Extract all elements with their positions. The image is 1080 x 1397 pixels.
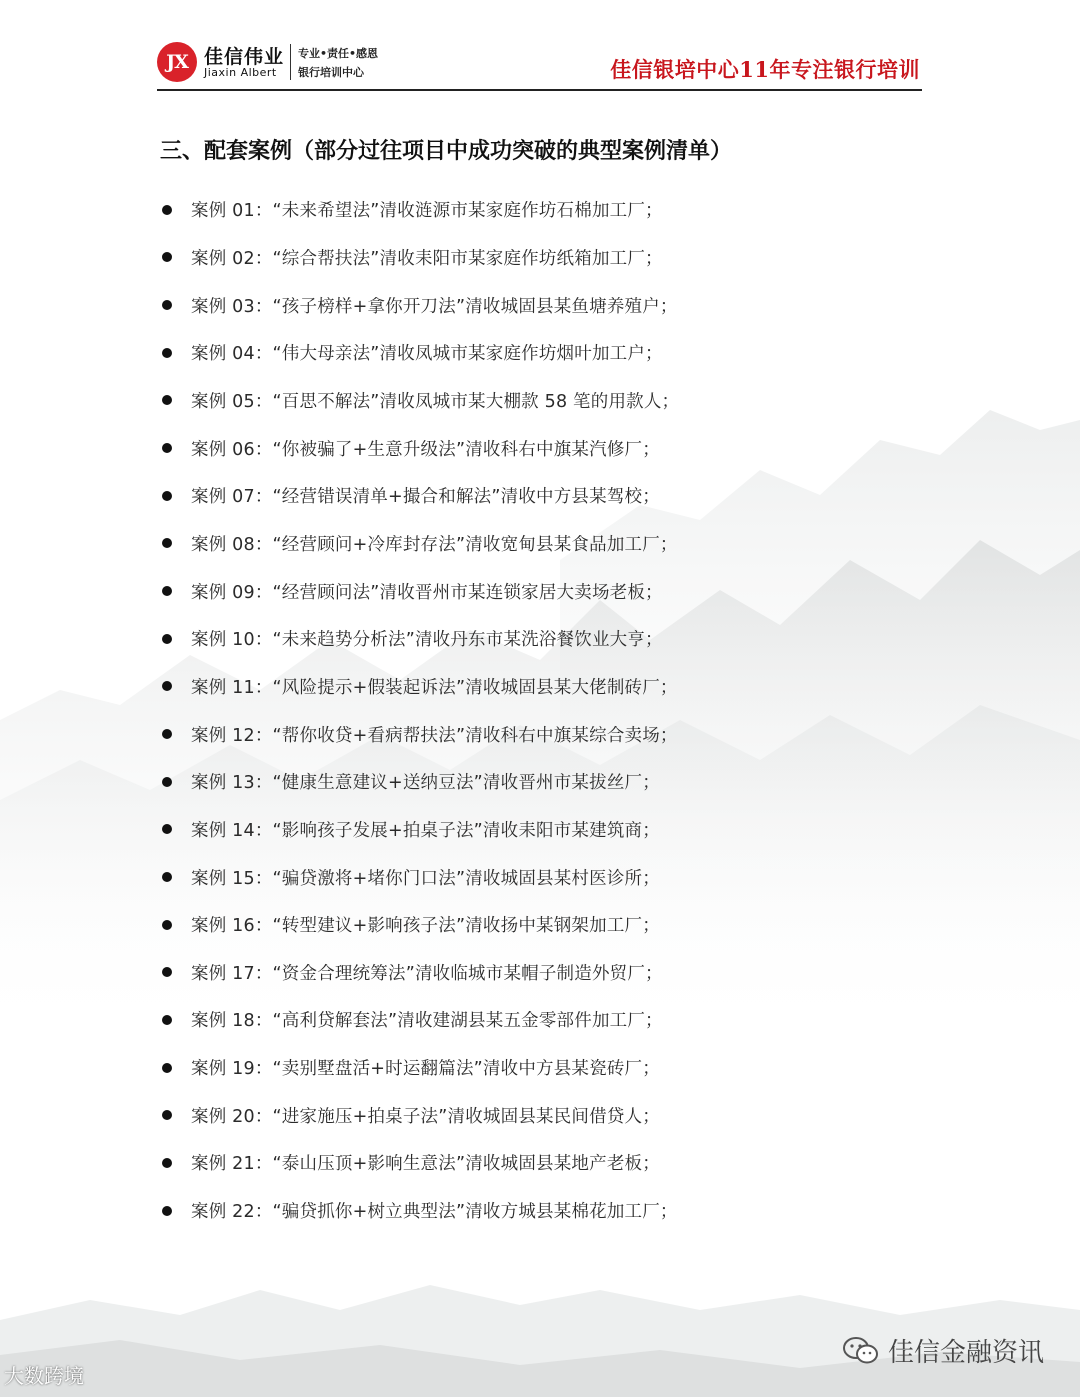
case-text: 案例 19：“卖别墅盘活+时运翻篇法”清收中方县某瓷砖厂； <box>191 1059 660 1080</box>
header-divider-line <box>157 89 922 91</box>
bullet-icon <box>162 1015 172 1025</box>
bullet-icon <box>162 395 172 405</box>
header-tagline: 佳信银培中心11年专注银行培训 <box>610 57 920 82</box>
bullet-icon <box>162 586 172 596</box>
case-list-item <box>160 377 679 425</box>
case-list-item <box>160 520 679 568</box>
case-text: 案例 21：“泰山压顶+影响生意法”清收城固县某地产老板； <box>191 1154 660 1175</box>
case-list-item <box>160 329 679 377</box>
watermark-right-text: 佳信金融资讯 <box>887 1338 1044 1368</box>
case-list-item <box>160 472 679 520</box>
watermark-left-text: 大数跨境 <box>4 1364 84 1388</box>
bullet-icon <box>162 634 172 644</box>
bullet-icon <box>162 252 172 262</box>
brand-name-cn: 佳信伟业 <box>204 46 285 68</box>
case-text: 案例 06：“你被骗了+生意升级法”清收科右中旗某汽修厂； <box>191 439 660 460</box>
bullet-icon <box>162 1158 172 1168</box>
watermark-left <box>4 1360 84 1389</box>
bullet-icon <box>162 1063 172 1073</box>
page-header <box>0 0 1080 100</box>
case-list-item <box>160 281 679 329</box>
section-title: 三、配套案例（部分过往项目中成功突破的典型案例清单） <box>160 139 733 164</box>
case-text: 案例 03：“孩子榜样+拿你开刀法”清收城固县某鱼塘养殖户； <box>191 296 678 317</box>
bullet-icon <box>162 348 172 358</box>
case-text: 案例 01：“未来希望法”清收涟源市某家庭作坊石棉加工厂； <box>191 201 663 222</box>
case-text: 案例 14：“影响孩子发展+拍桌子法”清收耒阳市某建筑商； <box>191 820 660 841</box>
case-list-item <box>160 710 679 758</box>
case-text: 案例 09：“经营顾问法”清收晋州市某连锁家居大卖场老板； <box>191 582 663 603</box>
case-list-item <box>160 186 679 234</box>
case-list-item <box>160 853 679 901</box>
case-list-item <box>160 1139 679 1187</box>
case-list-item <box>160 758 679 806</box>
case-list-item <box>160 806 679 854</box>
wechat-icon <box>842 1336 880 1366</box>
brand-divider <box>290 44 291 80</box>
case-list-item <box>160 424 679 472</box>
case-text: 案例 11：“风险提示+假装起诉法”清收城固县某大佬制砖厂； <box>191 677 678 698</box>
case-list-item <box>160 949 679 997</box>
bullet-icon <box>162 681 172 691</box>
bullet-icon <box>162 443 172 453</box>
bullet-icon <box>162 920 172 930</box>
case-list-item <box>160 663 679 711</box>
case-text: 案例 04：“伟大母亲法”清收凤城市某家庭作坊烟叶加工户； <box>191 344 663 365</box>
case-list-item <box>160 234 679 282</box>
case-list-item <box>160 1044 679 1092</box>
case-text: 案例 10：“未来趋势分析法”清收丹东市某洗浴餐饮业大亨； <box>191 630 663 651</box>
bullet-icon <box>162 729 172 739</box>
case-text: 案例 18：“高利贷解套法”清收建湖县某五金零部件加工厂； <box>191 1011 663 1032</box>
case-text: 案例 07：“经营错误清单+撮合和解法”清收中方县某驾校； <box>191 487 660 508</box>
bullet-icon <box>162 1206 172 1216</box>
case-text: 案例 02：“综合帮扶法”清收耒阳市某家庭作坊纸箱加工厂； <box>191 248 663 269</box>
case-text: 案例 16：“转型建议+影响孩子法”清收扬中某钢架加工厂； <box>191 916 660 937</box>
case-list-item <box>160 996 679 1044</box>
case-text: 案例 08：“经营顾问+冷库封存法”清收宽甸县某食品加工厂； <box>191 534 678 555</box>
bullet-icon <box>162 491 172 501</box>
bullet-icon <box>162 967 172 977</box>
brand-subtitle: 银行培训中心 <box>298 66 364 79</box>
bullet-icon <box>162 824 172 834</box>
case-list <box>160 186 679 1234</box>
brand-logo: JX <box>157 42 197 82</box>
bullet-icon <box>162 1110 172 1120</box>
bullet-icon <box>162 300 172 310</box>
case-list-item <box>160 567 679 615</box>
case-list-item <box>160 901 679 949</box>
case-text: 案例 17：“资金合理统筹法”清收临城市某帽子制造外贸厂； <box>191 963 663 984</box>
case-text: 案例 20：“进家施压+拍桌子法”清收城固县某民间借贷人； <box>191 1106 660 1127</box>
bullet-icon <box>162 538 172 548</box>
brand-name-en: Jiaxin Albert <box>204 66 277 79</box>
case-text: 案例 05：“百思不解法”清收凤城市某大棚款 58 笔的用款人； <box>191 391 680 412</box>
case-text: 案例 22：“骗贷抓你+树立典型法”清收方城县某棉花加工厂； <box>191 1202 678 1223</box>
case-list-item <box>160 1091 679 1139</box>
watermark-right <box>842 1332 1044 1369</box>
brand-slogan: 专业•责任•感恩 <box>298 47 379 60</box>
case-list-item <box>160 1187 679 1235</box>
case-list-item <box>160 615 679 663</box>
case-text: 案例 13：“健康生意建议+送纳豆法”清收晋州市某拔丝厂； <box>191 773 660 794</box>
case-text: 案例 15：“骗贷激将+堵你门口法”清收城固县某村医诊所； <box>191 868 660 889</box>
bullet-icon <box>162 777 172 787</box>
bullet-icon <box>162 205 172 215</box>
bullet-icon <box>162 872 172 882</box>
case-text: 案例 12：“帮你收贷+看病帮扶法”清收科右中旗某综合卖场； <box>191 725 678 746</box>
